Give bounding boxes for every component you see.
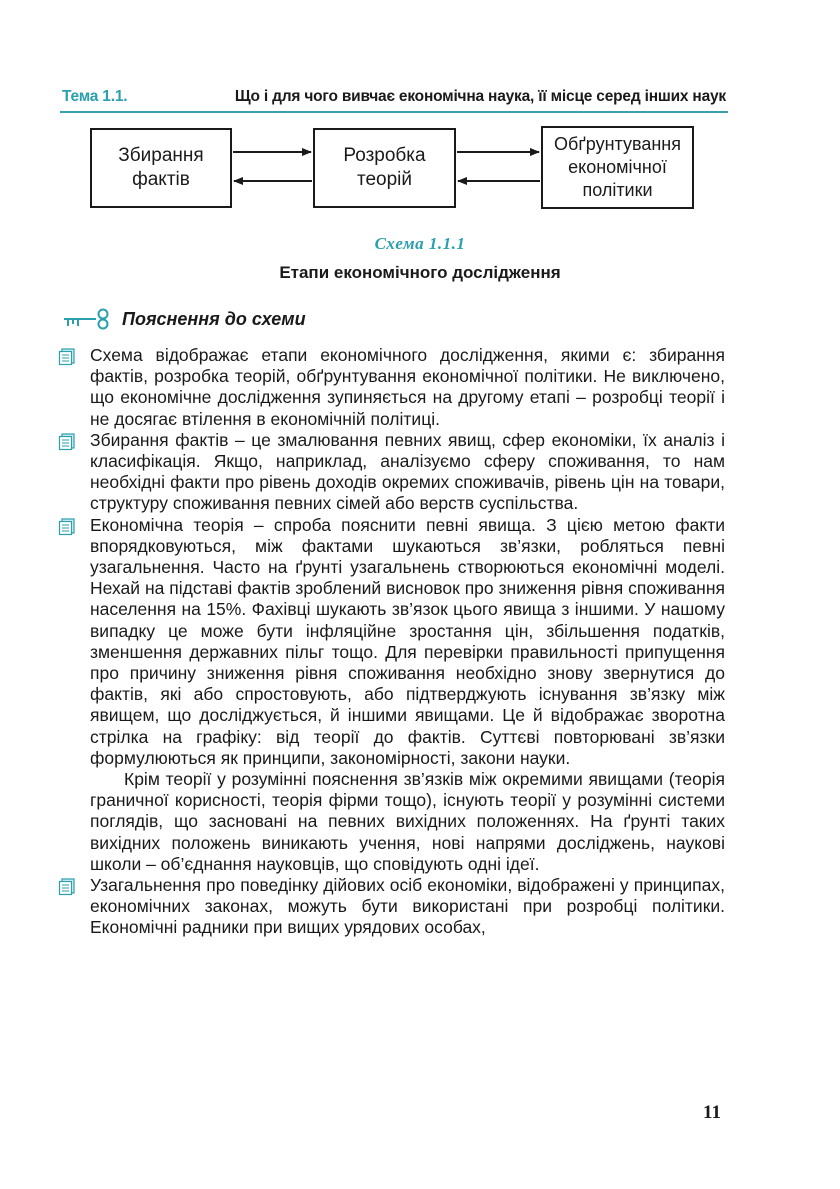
- paragraph-2: [90, 430, 725, 515]
- topic-title: Що і для чого вивчає економічна наука, її місце серед інших наук: [234, 88, 726, 105]
- box2-line2: теорій: [356, 169, 413, 190]
- paragraph-5: [90, 875, 725, 939]
- paragraph-1: [90, 345, 725, 430]
- box3-line2: економічної: [568, 157, 667, 177]
- page-number: 11: [703, 1102, 721, 1123]
- explanation-heading: [62, 306, 306, 332]
- box3-line1: Обґрунтування: [554, 134, 681, 154]
- notebook-icon: [58, 518, 76, 536]
- body-text: [90, 345, 725, 939]
- key-icon: [62, 308, 112, 330]
- notebook-icon: [58, 433, 76, 451]
- paragraph-1-text: Схема відображає етапи економічного дослідження, якими є: збирання фактів, розробка теорій, обґрунтування економічної політики. Не виключено, що економічне дослідження зупиняється на другому етапі – розробці теорії і не досягає втілення в економічній політиці.: [90, 345, 725, 429]
- box3-line3: політики: [582, 180, 653, 200]
- scheme-number: Схема 1.1.1: [374, 234, 466, 253]
- paragraph-4-text: Крім теорії у розумінні пояснення зв’язків між окремими явищами (теорія граничної корисності, теорія фірми тощо), існують теорії у розумінні системи поглядів, що засновані на певних вихідних положеннях. На ґрунті таких вихідних положень виникають учення, нові напрями досліджень, наукові школи – об’єднання науковців, що сповідують одні ідеї.: [90, 769, 725, 874]
- topic-label: Тема 1.1.: [62, 88, 128, 105]
- paragraph-3-text: Економічна теорія – спроба пояснити певні явища. З цією метою факти впорядковуються, між фактами шукаються зв’язки, робляться певні узагальнення. Часто на ґрунті узагальнень створюються економічні моделі. Нехай на підставі фактів зроблений висновок про зниження рівня споживання населення на 15%. Фахівці шукають зв’язок цього явища з іншими. У нашому випадку це може бути інфляційне зростання цін, збільшення податків, зменшення державних пільг тощо. Для перевірки правильності припущення про причину зниження рівня споживання необхідно знову звернутися до фактів, які або спростовують, або підтверджують існування зв’язку між явищем, що досліджується, й іншими явищами. Це й відображає зворотна стрілка на графіку: від теорії до фактів. Суттєві повторювані зв’язки формулюються як принципи, закономірності, закони науки.: [90, 514, 725, 768]
- paragraph-4: [90, 769, 725, 875]
- paragraph-5-text: Узагальнення про поведінку дійових осіб економіки, відображені у принципах, економічних законах, можуть бути використані при розробці політики. Економічні радники при вищих урядових особах,: [90, 875, 725, 938]
- box2-line1: Розробка: [343, 145, 426, 166]
- box1-line1: Збирання: [118, 145, 204, 166]
- box1-line2: фактів: [132, 169, 190, 190]
- scheme-title: Етапи економічного дослідження: [279, 263, 561, 282]
- paragraph-2-text: Збирання фактів – це змалювання певних явищ, сфер економіки, їх аналіз і класифікація. Якщо, наприклад, аналізуємо сферу споживання, то нам необхідні факти про рівень доходів окремих споживачів, рівень цін на товари, структуру споживання певних сімей або верств суспільства.: [90, 429, 725, 514]
- diagram-arrows: [0, 0, 840, 240]
- notebook-icon: [58, 878, 76, 896]
- notebook-icon: [58, 348, 76, 366]
- explanation-heading-label: Пояснення до схеми: [122, 308, 306, 329]
- paragraph-3: [90, 515, 725, 769]
